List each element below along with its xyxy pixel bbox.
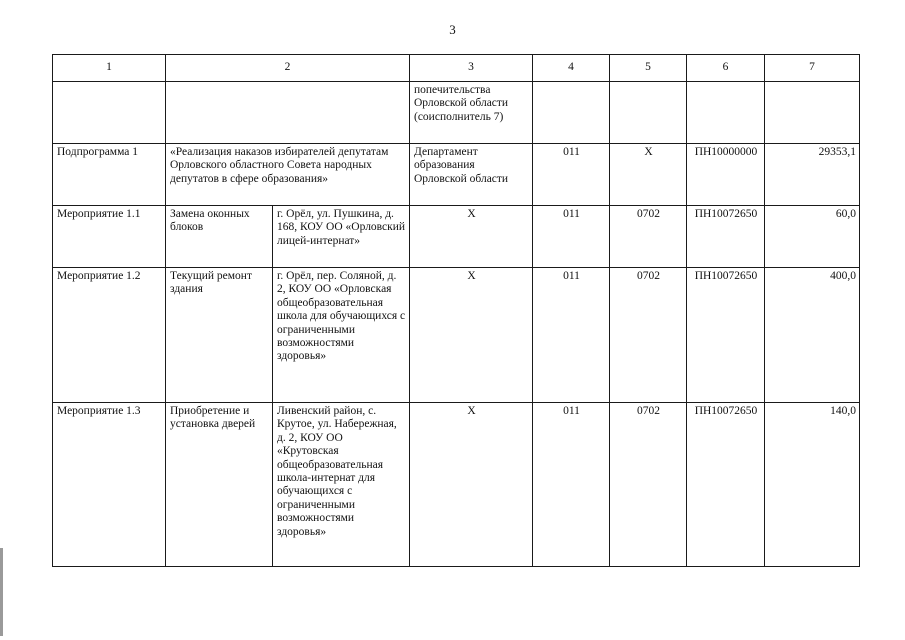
code-cell: ПН10072650	[687, 206, 765, 268]
header-cell: 3	[410, 55, 533, 82]
executor-cell: Х	[410, 268, 533, 403]
code-cell: 011	[533, 144, 610, 206]
item-name-cell: Мероприятие 1.3	[53, 403, 166, 567]
table-row	[53, 206, 860, 268]
item-name-cell: Мероприятие 1.2	[53, 268, 166, 403]
empty-cell	[687, 82, 765, 144]
amount-cell: 29353,1	[765, 144, 860, 206]
item-name-cell: Мероприятие 1.1	[53, 206, 166, 268]
header-cell: 2	[166, 55, 410, 82]
page-number: 3	[449, 22, 456, 37]
header-cell: 6	[687, 55, 765, 82]
executor-cell: Департамент образования Орловской области	[410, 144, 533, 206]
code-cell: 0702	[610, 268, 687, 403]
description-cell: Текущий ремонт здания	[166, 268, 273, 403]
address-cell: г. Орёл, ул. Пушкина, д. 168, КОУ ОО «Орловский лицей-интернат»	[273, 206, 410, 268]
code-cell: 011	[533, 206, 610, 268]
empty-cell	[53, 82, 166, 144]
table-row	[53, 268, 860, 403]
executor-cell: Х	[410, 206, 533, 268]
code-cell: ПН10072650	[687, 268, 765, 403]
description-cell: Замена оконных блоков	[166, 206, 273, 268]
header-cell: 1	[53, 55, 166, 82]
code-cell: Х	[610, 144, 687, 206]
scan-edge-mark	[0, 548, 3, 636]
code-cell: ПН10000000	[687, 144, 765, 206]
empty-cell	[533, 82, 610, 144]
code-cell: 011	[533, 268, 610, 403]
code-cell: 0702	[610, 403, 687, 567]
empty-cell	[765, 82, 860, 144]
table-row	[53, 82, 860, 144]
header-cell: 7	[765, 55, 860, 82]
header-cell: 4	[533, 55, 610, 82]
amount-cell: 400,0	[765, 268, 860, 403]
address-cell: г. Орёл, пер. Соляной, д. 2, КОУ ОО «Орловская общеобразовательная школа для обучающихся с ограниченными возможностями здоровья»	[273, 268, 410, 403]
description-cell: «Реализация наказов избирателей депутатам Орловского областного Совета народных депутатов в сфере образования»	[166, 144, 410, 206]
item-name-cell: Подпрограмма 1	[53, 144, 166, 206]
amount-cell: 60,0	[765, 206, 860, 268]
address-cell: Ливенский район, с. Крутое, ул. Набережная, д. 2, КОУ ОО «Крутовская общеобразовательная школа-интернат для обучающихся с ограниченными возможностями здоровья»	[273, 403, 410, 567]
header-cell: 5	[610, 55, 687, 82]
table-row	[53, 403, 860, 567]
code-cell: 011	[533, 403, 610, 567]
executor-cell: попечительства Орловской области (соисполнитель 7)	[410, 82, 533, 144]
description-cell: Приобретение и установка дверей	[166, 403, 273, 567]
program-table	[52, 54, 860, 567]
empty-cell	[610, 82, 687, 144]
amount-cell: 140,0	[765, 403, 860, 567]
code-cell: ПН10072650	[687, 403, 765, 567]
table-row	[53, 144, 860, 206]
executor-cell: Х	[410, 403, 533, 567]
code-cell: 0702	[610, 206, 687, 268]
table-header-row	[53, 55, 860, 82]
empty-cell	[166, 82, 410, 144]
